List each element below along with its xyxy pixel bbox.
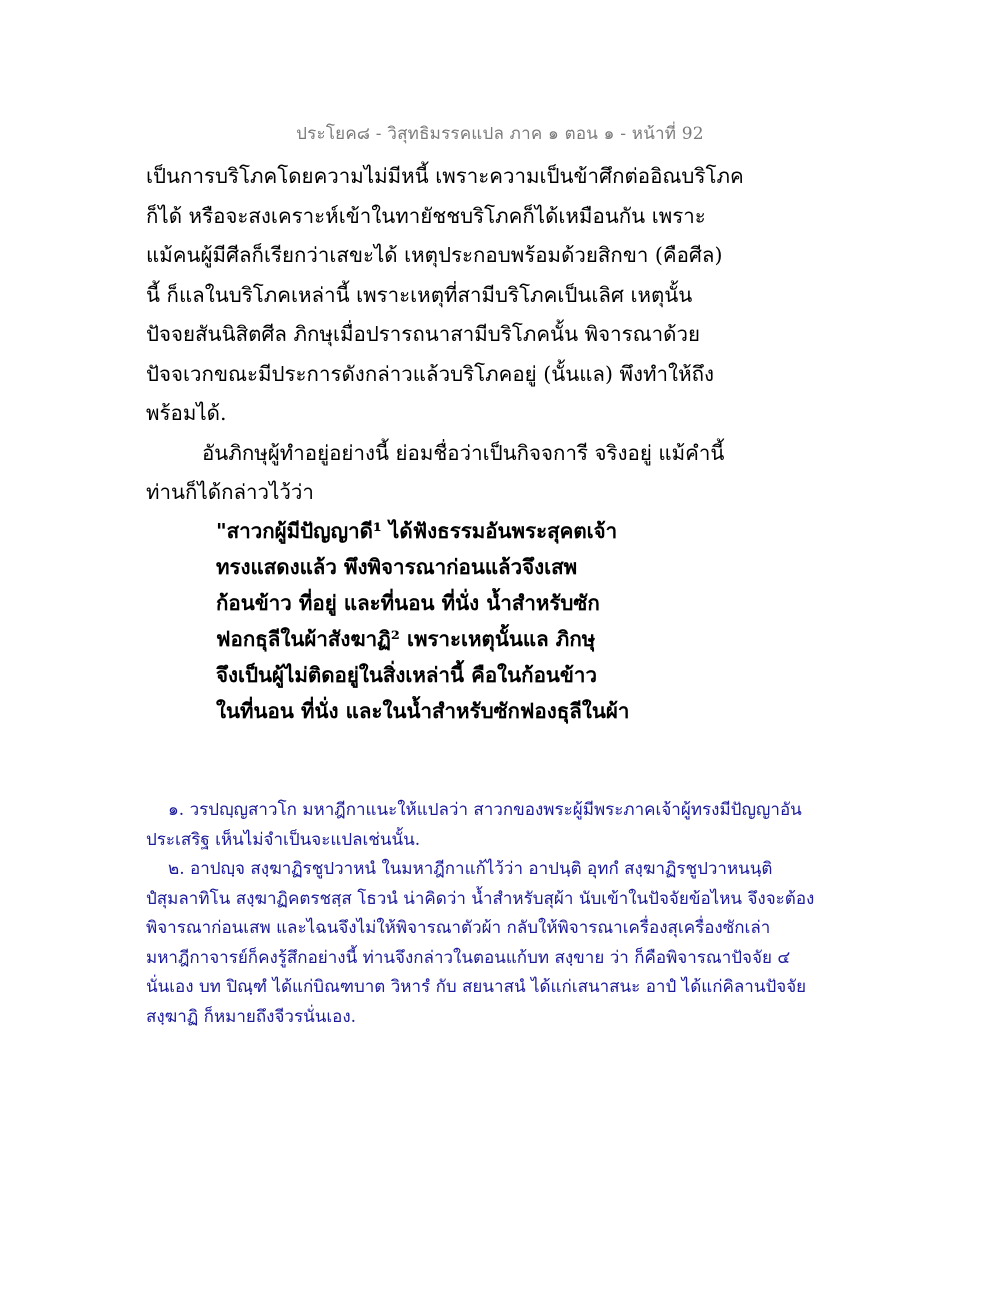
text-line: อันภิกษุผู้ทำอยู่อย่างนี้ ย่อมชื่อว่าเป็นกิจจการี จริงอยู่ แม้คำนี้ xyxy=(202,440,725,465)
running-header: ประโยค๘ - วิสุทธิมรรคแปล ภาค ๑ ตอน ๑ - หน้าที่ 92 xyxy=(296,124,704,144)
text-line: แม้คนผู้มีศีลก็เรียกว่าเสขะได้ เหตุประกอบพร้อมด้วยสิกขา (คือศีล) xyxy=(146,243,723,267)
footnote-line: ๒. อาปญฺจ สงฺฆาฏิรชูปวาหนํ ในมหาฎีกาแก้ไว้ว่า อาปนฺติ อุทกํ สงฺฆาฏิรชูปวาหนนฺติ xyxy=(168,859,773,879)
footnote-line: สงฺฆาฏิ ก็หมายถึงจีวรนั่นเอง. xyxy=(146,1006,357,1027)
verse-line: ฟอกธุลีในผ้าสังฆาฏิ² เพราะเหตุนั้นแล ภิกษุ xyxy=(216,627,596,651)
verse-line: จึงเป็นผู้ไม่ติดอยู่ในสิ่งเหล่านี้ คือในก้อนข้าว xyxy=(216,663,597,687)
verse-block xyxy=(216,513,856,729)
text-line: ปัจจเวกขณะมีประการดังกล่าวแล้วบริโภคอยู่ (นั้นแล) พึงทำให้ถึง xyxy=(146,361,715,386)
verse-line: ในที่นอน ที่นั่ง และในน้ำสำหรับซักฟองธุลีในผ้า xyxy=(216,699,630,723)
verse-line: ทรงแสดงแล้ว พึงพิจารณาก่อนแล้วจึงเสพ xyxy=(216,555,578,579)
text-line: ท่านก็ได้กล่าวไว้ว่า xyxy=(146,480,314,504)
verse-line: ก้อนข้าว ที่อยู่ และที่นอน ที่นั่ง น้ำสำหรับซัก xyxy=(216,591,600,615)
footnote-line: ปํสุมลาทิโน สงฺฆาฏิคตรชสฺส โธวนํ น่าคิดว่า น้ำสำหรับสุผ้า นับเข้าในปัจจัยข้อไหน จึงจะต้อง xyxy=(146,888,815,909)
footnote-line: ประเสริฐ เห็นไม่จำเป็นจะแปลเช่นนั้น. xyxy=(146,829,421,850)
verse-line: "สาวกผู้มีปัญญาดี¹ ได้ฟังธรรมอันพระสุคตเจ้า xyxy=(216,519,618,543)
text-line: พร้อมได้. xyxy=(146,401,227,425)
footnote-line: ๑. วรปญฺญสาวโก มหาฎีกาแนะให้แปลว่า สาวกของพระผู้มีพระภาคเจ้าผู้ทรงมีปัญญาอัน xyxy=(168,800,802,820)
footnote-line: นั่นเอง บท ปิณฺฑํ ได้แก่บิณฑบาต วิหารํ กับ สยนาสนํ ได้แก่เสนาสนะ อาปํ ได้แก่คิลานปัจจัย xyxy=(146,977,807,997)
text-line: ก็ได้ หรือจะสงเคราะห์เข้าในทายัชชบริโภคก็ได้เหมือนกัน เพราะ xyxy=(146,203,706,228)
main-text xyxy=(146,157,866,513)
text-line: เป็นการบริโภคโดยความไม่มีหนี้ เพราะความเป็นข้าศึกต่ออิณบริโภค xyxy=(146,164,744,188)
footnote-line: มหาฎีกาจารย์ก็คงรู้สึกอย่างนี้ ท่านจึงกล่าวในตอนแก้บท สงฺขาย ว่า ก็คือพิจารณาปัจจัย ๔ xyxy=(146,947,791,968)
footnotes xyxy=(146,796,886,1032)
text-line: นี้ ก็แลในบริโภคเหล่านี้ เพราะเหตุที่สามีบริโภคเป็นเลิศ เหตุนั้น xyxy=(146,282,693,307)
text-line: ปัจจยสันนิสิตศีล ภิกษุเมื่อปรารถนาสามีบริโภคนั้น พิจารณาด้วย xyxy=(146,322,701,346)
footnote-line: พิจารณาก่อนเสพ และไฉนจึงไม่ให้พิจารณาตัวผ้า กลับให้พิจารณาเครื่องสุเครื่องซักเล่า xyxy=(146,918,771,938)
